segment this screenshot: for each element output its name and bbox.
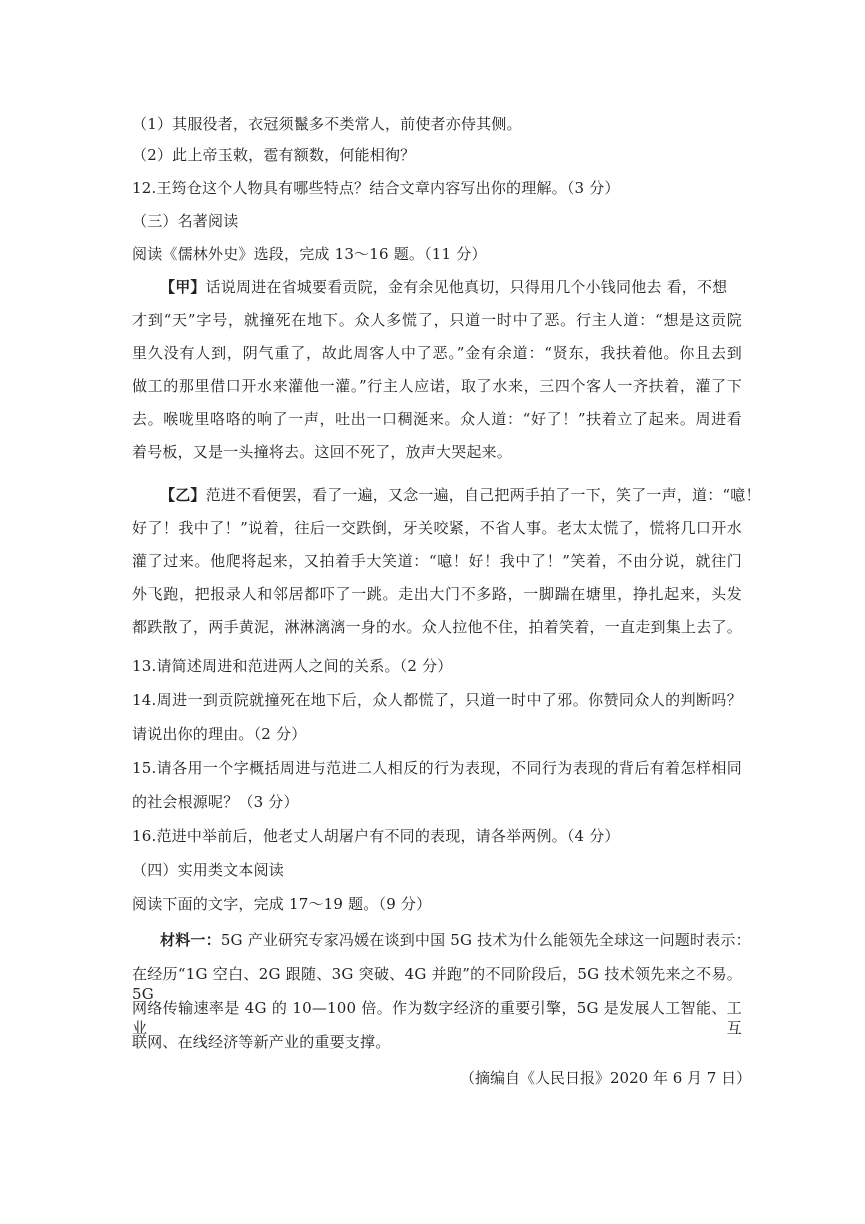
translation-item-2: （2）此上帝玉敕，雹有额数，何能相徇？ — [132, 146, 416, 164]
passage-yi-line-4: 外飞跑，把报录人和邻居都吓了一跳。走出大门不多路，一脚踹在塘里，挣扎起来，头发 — [132, 585, 742, 603]
passage-yi-line-5: 都跌散了，两手黄泥，淋淋漓漓一身的水。众人拉他不住，拍着笑着，一直走到集上去了。 — [132, 618, 742, 636]
passage-jia-line-3: 里久没有人到，阴气重了，故此周客人中了恶。”金有余道：“贤东，我扶着他。你且去到 — [132, 344, 742, 362]
material-1-text-1: 5G 产业研究专家冯媛在谈到中国 5G 技术为什么能领先全球这一问题时表示： — [220, 931, 751, 949]
passage-jia-line-5: 去。喉咙里咯咯的响了一声，吐出一口稠涎来。众人道：“好了！”扶着立了起来。周进看 — [132, 410, 742, 428]
question-14-line-1: 14.周进一到贡院就撞死在地下后，众人都慌了，只道一时中了邪。你赞同众人的判断吗？ — [132, 691, 742, 709]
question-14-line-2: 请说出你的理由。（2 分） — [132, 725, 307, 743]
translation-item-1: （1）其服役者，衣冠须鬣多不类常人，前使者亦侍其侧。 — [132, 115, 522, 133]
material-1-line-3: 网络传输速率是 4G 的 10—100 倍。作为数字经济的重要引擎，5G 是发展人工智能、工业互 — [132, 999, 742, 1037]
question-13: 13.请简述周进和范进两人之间的关系。（2 分） — [132, 657, 453, 675]
material-1-line-1 — [160, 930, 751, 950]
material-1-line-4: 联网、在线经济等新产业的重要支撑。 — [132, 1033, 391, 1051]
passage-yi-text-1: 范进不看便罢，看了一遍，又念一遍，自己把两手拍了一下，笑了一声，道：“噫！ — [205, 486, 761, 504]
material-1-tag: 材料一： — [160, 931, 221, 949]
reading-instruction-4: 阅读下面的文字，完成 17～19 题。（9 分） — [132, 895, 432, 913]
passage-yi-line-1 — [160, 485, 761, 505]
passage-yi-line-2: 好了！我中了！”说着，往后一交跌倒，牙关咬紧，不省人事。老太太慌了，慌将几口开水 — [132, 519, 742, 537]
material-1-line-2: 在经历“1G 空白、2G 跟随、3G 突破、4G 并跑”的不同阶段后，5G 技术领先来之不易。5G — [132, 965, 742, 1003]
passage-jia-tag: 【甲】 — [160, 278, 206, 296]
source-citation: （摘编自《人民日报》2020 年 6 月 7 日） — [460, 1069, 752, 1087]
section-heading-4: （四）实用类文本阅读 — [132, 861, 285, 879]
passage-jia-text-1: 话说周进在省城要看贡院，金有余见他真切，只得用几个小钱同他去 看，不想 — [205, 278, 728, 296]
passage-jia-line-6: 着号板，又是一头撞将去。这回不死了，放声大哭起来。 — [132, 443, 513, 461]
question-15-line-1: 15.请各用一个字概括周进与范进二人相反的行为表现，不同行为表现的背后有着怎样相同 — [132, 759, 742, 777]
passage-jia-line-4: 做工的那里借口开水来灌他一灌。”行主人应诺，取了水来，三四个客人一齐扶着，灌了下 — [132, 377, 742, 395]
passage-jia-line-1 — [160, 277, 742, 297]
section-heading-3: （三）名著阅读 — [132, 212, 239, 230]
passage-jia-line-2: 才到“天”字号，就撞死在地下。众人多慌了，只道一时中了恶。行主人道：“想是这贡院 — [132, 311, 742, 329]
reading-instruction-3: 阅读《儒林外史》选段，完成 13～16 题。（11 分） — [132, 245, 487, 263]
question-12: 12.王筠仓这个人物具有哪些特点？结合文章内容写出你的理解。（3 分） — [132, 179, 620, 197]
passage-yi-tag: 【乙】 — [160, 486, 206, 504]
question-16: 16.范进中举前后，他老丈人胡屠户有不同的表现，请各举两例。（4 分） — [132, 827, 620, 845]
passage-yi-line-3: 灌了过来。他爬将起来，又拍着手大笑道：“噫！好！我中了！”笑着，不由分说，就往门 — [132, 552, 742, 570]
question-15-line-2: 的社会根源呢？（3 分） — [132, 793, 299, 811]
